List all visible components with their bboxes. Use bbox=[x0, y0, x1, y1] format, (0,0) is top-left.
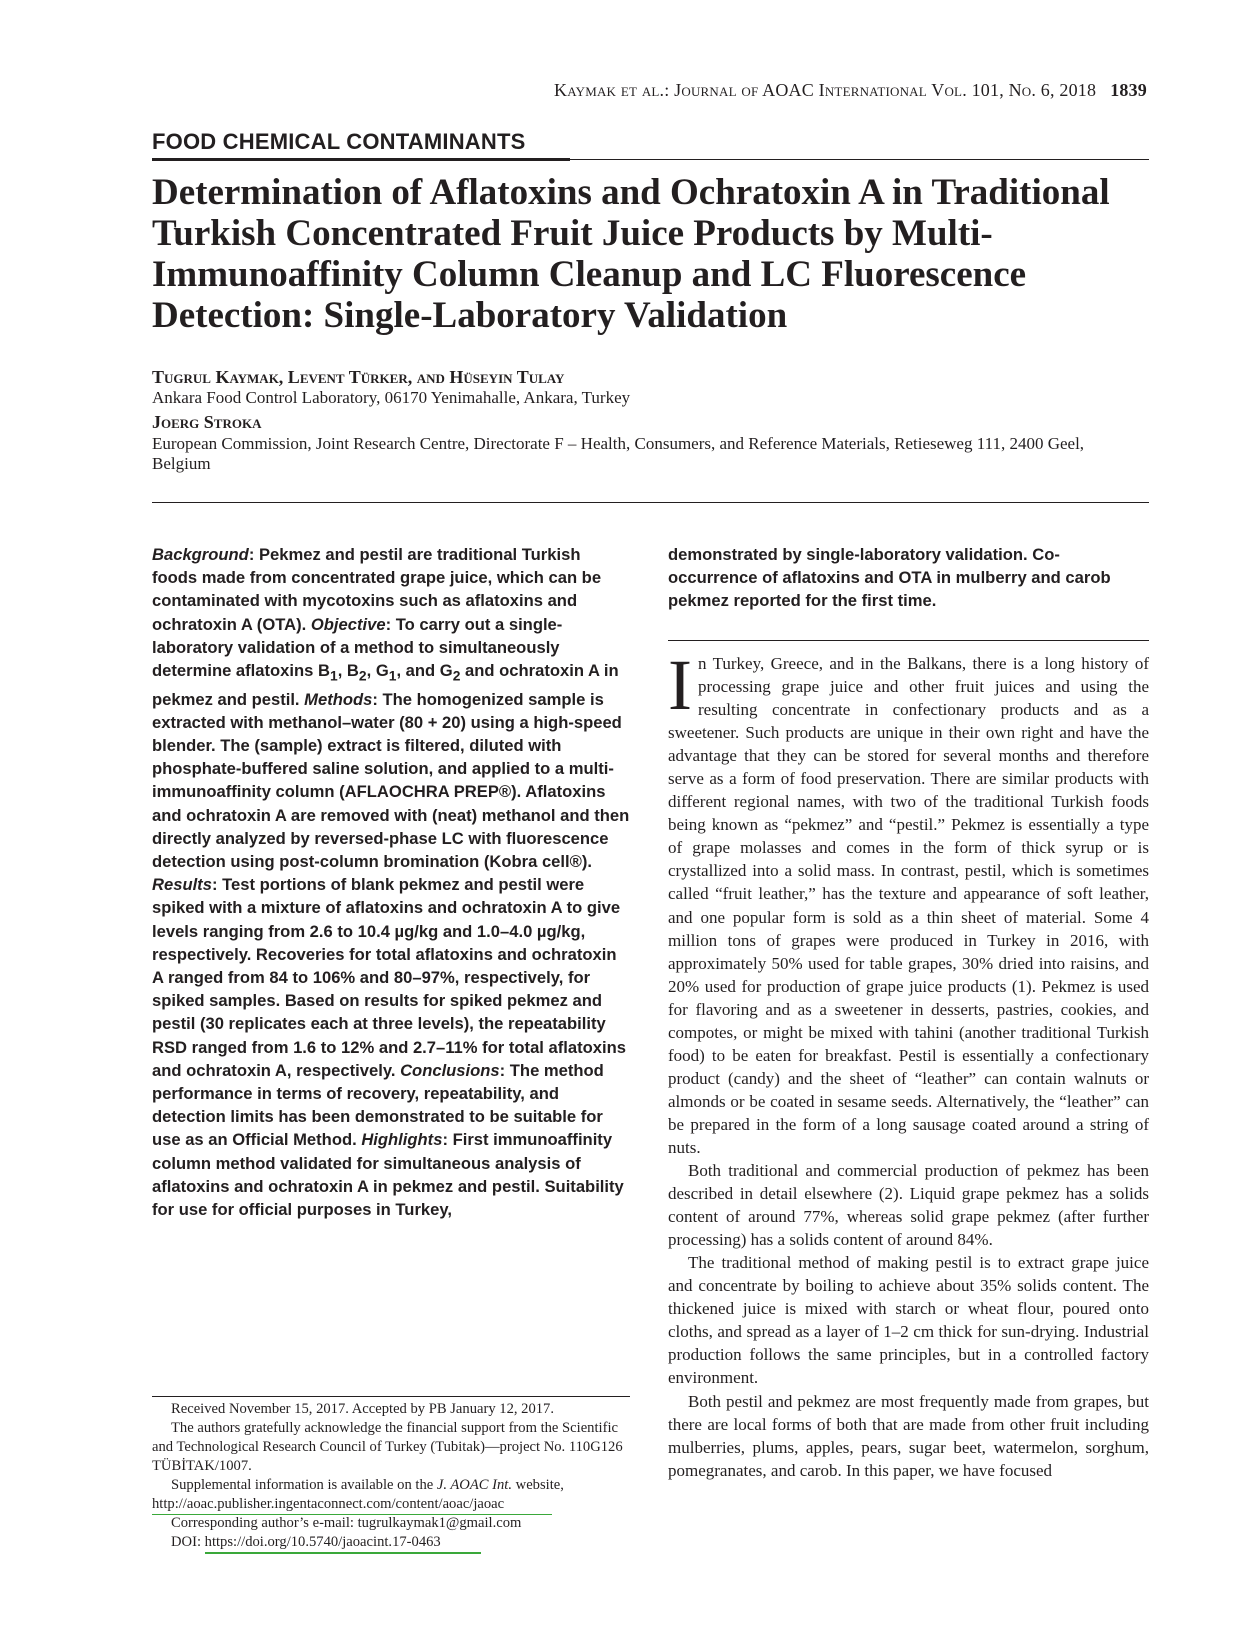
doi-label: DOI: bbox=[171, 1534, 205, 1550]
methods-label: Methods bbox=[304, 689, 373, 709]
subscript: 1 bbox=[329, 667, 338, 684]
section-underline bbox=[152, 158, 570, 161]
objective-text: , G bbox=[366, 661, 389, 681]
funding-note: The authors gratefully acknowledge the financial support from the Scientific and Technological Research Council of Turkey (Tubitak)—project No. 110G126 TÜBİTAK/1007. bbox=[152, 1420, 623, 1474]
body-text bbox=[668, 645, 1149, 1482]
header-rule bbox=[152, 502, 1149, 503]
footnote-rule bbox=[152, 1396, 630, 1397]
footnotes bbox=[152, 1400, 630, 1552]
subscript: 2 bbox=[358, 667, 367, 684]
link-underline bbox=[152, 1514, 552, 1515]
objective-text: , B bbox=[337, 661, 359, 681]
author-group-1: Tugrul Kaymak, Levent Türker, and Hüseyin Tulay bbox=[152, 367, 565, 387]
running-head-text: Kaymak et al.: Journal of AOAC International Vol. 101, No. 6, 2018 bbox=[554, 80, 1097, 100]
abstract bbox=[152, 543, 630, 1221]
paragraph bbox=[668, 645, 1149, 1159]
article-title: Determination of Aflatoxins and Ochratoxin A in Traditional Turkish Concentrated Fruit Juice Products by Multi-Immunoaffinity Column Cleanup and LC Fluorescence Detection: Single-Laboratory Validation bbox=[152, 172, 1110, 336]
journal-name: J. AOAC Int. bbox=[436, 1477, 512, 1493]
highlights-label: Highlights bbox=[361, 1130, 443, 1150]
objective-text: , and G bbox=[396, 661, 453, 681]
abstract-rule bbox=[668, 640, 1149, 641]
drop-cap: I bbox=[668, 645, 692, 725]
paragraph: The traditional method of making pestil is to extract grape juice and concentrate by boiling to achieve about 35% solids content. The thickened juice is mixed with starch or wheat flour, poured onto cloths, and spread as a layer of 1–2 cm thick for sun-drying. Industrial production follows the same principles, but in a controlled factory environment. bbox=[668, 1253, 1149, 1388]
link-underline bbox=[205, 1552, 481, 1554]
supplemental-text: Supplemental information is available on the bbox=[171, 1477, 437, 1493]
received-note: Received November 15, 2017. Accepted by PB January 12, 2017. bbox=[171, 1401, 555, 1417]
background-label: Background bbox=[152, 545, 249, 564]
page-number: 1839 bbox=[1110, 80, 1147, 100]
supplemental-text: website, bbox=[512, 1477, 564, 1493]
results-text: : Test portions of blank pekmez and pestil were spiked with a mixture of aflatoxins and ochratoxin A to give levels ranging from 2.6 to 10.4 µg/kg and 1.0–4.0 µg/kg, respectively. Recoveries for total aflatoxins and ochratoxin A ranged from 84 to 106% and 80–97%, respectively, for spiked samples. Based on results for spiked pekmez and pestil (30 replicates each at three levels), the repeatability RSD ranged from 1.6 to 12% and 2.7–11% for total aflatoxins and ochratoxin A, respectively. bbox=[152, 875, 626, 1080]
methods-text: : The homogenized sample is extracted with methanol–water (80 + 20) using a high-speed blender. The (sample) extract is filtered, diluted with phosphate-buffered saline solution, and applied to a multi-immunoaffinity column (AFLAOCHRA PREP®). Aflatoxins and ochratoxin A are removed with (neat) methanol and then directly analyzed by reversed-phase LC with fluorescence detection using post-column bromination (Kobra cell®). bbox=[152, 689, 630, 871]
conclusions-label: Conclusions bbox=[400, 1060, 500, 1080]
abstract-continuation: demonstrated by single-laboratory validation. Co-occurrence of aflatoxins and OTA in mulberry and carob pekmez reported for the first time. bbox=[668, 545, 1111, 611]
corresponding-note: Corresponding author’s e-mail: tugrulkaymak1@gmail.com bbox=[171, 1515, 522, 1531]
objective-text: and ochratoxin A in pekmez and pestil. bbox=[152, 661, 619, 709]
paragraph-text: n Turkey, Greece, and in the Balkans, there is a long history of processing grape juice and other fruit juices and using the resulting concentrate in confectionary products and as a sweetener. Such products are unique in their own right and have the advantage that they can be stored for several months and therefore serve as a form of food preservation. There are similar products with different regional names, with two of the traditional Turkish foods being known as “pekmez” and “pestil.” Pekmez is essentially a type of grape molasses and comes in the form of thick syrup or is crystallized into a solid mass. In contrast, pestil, which is sometimes called “fruit leather,” has the texture and appearance of soft leather, and one popular form is sold as a thin sheet of material. Some 4 million tons of grapes were produced in Turkey in 2016, with approximately 50% used for table grapes, 30% dried into raisins, and 20% used for production of grape juice products (1). Pekmez is used for flavoring and as a sweetener in desserts, pastries, cookies, and compotes, or might be mixed with tahini (another traditional Turkish food) to be eaten for breakfast. Pestil is essentially a confectionary product (candy) and the sheet of “leather” can contain walnuts or almonds or be coated in sesame seeds. Alternatively, the “leather” can be prepared in the form of a long sausage coated around a string of nuts. bbox=[668, 654, 1149, 1157]
supplemental-note bbox=[152, 1476, 630, 1514]
section-label: FOOD CHEMICAL CONTAMINANTS bbox=[152, 129, 526, 154]
doi-link[interactable]: https://doi.org/10.5740/jaoacint.17-0463 bbox=[204, 1534, 441, 1550]
highlights-text: : First immunoaffinity column method validated for simultaneous analysis of aflatoxins and ochratoxin A in pekmez and pestil. Suitability for use for official purposes in Turkey, bbox=[152, 1130, 624, 1219]
objective-label: Objective bbox=[310, 614, 386, 634]
paragraph: Both pestil and pekmez are most frequently made from grapes, but there are local forms of both that are made from other fruit including mulberries, plums, apples, pears, sugar beet, watermelon, sorghum, pomegranates, and carob. In this paper, we have focused bbox=[668, 1391, 1149, 1480]
affiliation-2: European Commission, Joint Research Centre, Directorate F – Health, Consumers, and Reference Materials, Retieseweg 111, 2400 Geel, Belgium bbox=[152, 434, 1085, 473]
supplemental-link[interactable]: http://aoac.publisher.ingentaconnect.com/content/aoac/jaoac bbox=[152, 1496, 505, 1512]
doi-note bbox=[152, 1533, 630, 1552]
paragraph: Both traditional and commercial production of pekmez has been described in detail elsewhere (2). Liquid grape pekmez has a solids content of around 77%, whereas solid grape pekmez (after further processing) has a solids content of around 84%. bbox=[668, 1161, 1149, 1250]
background-text: : Pekmez and pestil are traditional Turkish foods made from concentrated grape juice, which can be contaminated with mycotoxins such as aflatoxins and ochratoxin A (OTA). bbox=[152, 545, 602, 634]
results-label: Results bbox=[152, 875, 212, 895]
conclusions-text: : The method performance in terms of recovery, repeatability, and detection limits has been demonstrated to be suitable for use as an Official Method. bbox=[152, 1060, 604, 1150]
objective-text: : To carry out a single-laboratory validation of a method to simultaneously determine aflatoxins B bbox=[152, 614, 563, 681]
subscript: 2 bbox=[452, 667, 461, 684]
affiliation-1: Ankara Food Control Laboratory, 06170 Yenimahalle, Ankara, Turkey bbox=[152, 388, 631, 407]
running-head bbox=[554, 80, 1147, 101]
author-group-2: Joerg Stroka bbox=[152, 412, 262, 432]
subscript: 1 bbox=[388, 667, 397, 684]
